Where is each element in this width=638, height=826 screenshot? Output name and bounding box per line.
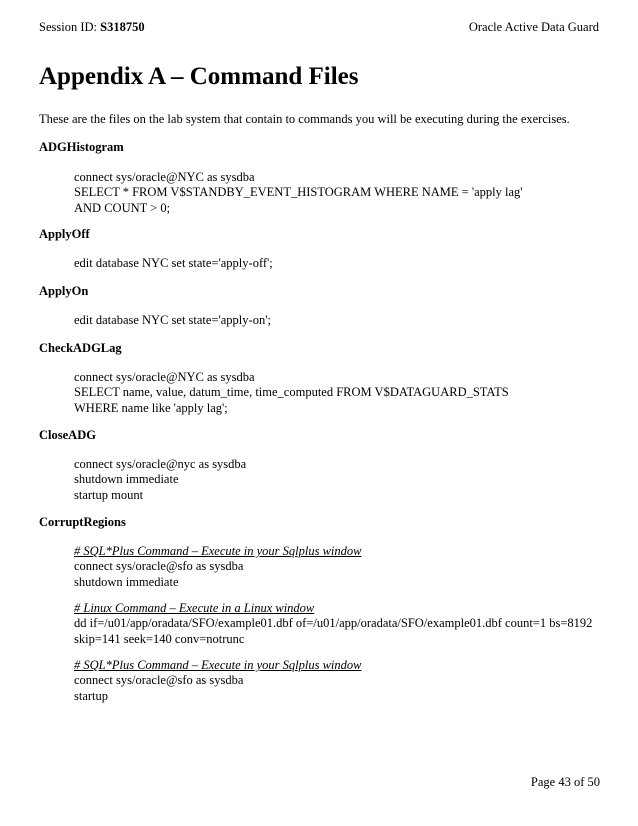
code-line: SELECT * FROM V$STANDBY_EVENT_HISTOGRAM WHERE NAME = 'apply lag' — [74, 185, 523, 200]
code-line: connect sys/oracle@NYC as sysdba — [74, 370, 255, 384]
code-block-corruptregions-sqlplus-1 — [74, 544, 362, 590]
product-name: Oracle Active Data Guard — [468, 20, 599, 34]
code-block-applyon — [74, 313, 271, 328]
code-block-checkadglag — [74, 370, 509, 416]
code-block-applyoff — [74, 256, 273, 271]
code-line: startup — [74, 688, 109, 703]
code-line: WHERE name like 'apply lag'; — [74, 400, 228, 415]
code-line: connect sys/oracle@NYC as sysdba — [74, 170, 255, 184]
intro-paragraph: These are the files on the lab system that contain to commands you will be executing during the exercises. — [39, 112, 570, 126]
code-line: connect sys/oracle@sfo as sysdba — [74, 559, 244, 574]
code-line: shutdown immediate — [74, 472, 179, 487]
code-line: edit database NYC set state='apply-on'; — [74, 313, 271, 327]
code-line: shutdown immediate — [74, 574, 179, 589]
code-line: AND COUNT > 0; — [74, 200, 171, 215]
section-heading-corruptregions: CorruptRegions — [39, 515, 126, 529]
code-block-adghistogram — [74, 170, 523, 216]
session-label: Session ID: — [39, 20, 101, 34]
code-line: SELECT name, value, datum_time, time_computed FROM V$DATAGUARD_STATS — [74, 385, 509, 400]
code-line: connect sys/oracle@nyc as sysdba — [74, 457, 247, 471]
code-block-corruptregions-linux — [74, 601, 592, 647]
code-line: startup mount — [74, 487, 144, 502]
page-header — [39, 20, 599, 35]
code-line: edit database NYC set state='apply-off'; — [74, 256, 273, 270]
code-comment: # SQL*Plus Command – Execute in your Sqlplus window — [74, 658, 362, 672]
code-block-corruptregions-sqlplus-2 — [74, 658, 362, 704]
code-block-closeadg — [74, 457, 246, 503]
code-line: connect sys/oracle@sfo as sysdba — [74, 673, 244, 688]
page-number: Page 43 of 50 — [530, 775, 600, 789]
section-heading-adghistogram: ADGHistogram — [39, 140, 124, 154]
code-line: dd if=/u01/app/oradata/SFO/example01.dbf of=/u01/app/oradata/SFO/example01.dbf count=1 bs=8192 — [74, 616, 593, 631]
section-heading-closeadg: CloseADG — [39, 428, 96, 442]
code-comment: # Linux Command – Execute in a Linux window — [74, 601, 315, 615]
session-id — [39, 20, 145, 35]
section-heading-applyoff: ApplyOff — [39, 227, 90, 241]
page-title: Appendix A – Command Files — [39, 63, 359, 90]
code-line: skip=141 seek=140 conv=notrunc — [74, 631, 245, 646]
section-heading-checkadglag: CheckADGLag — [39, 341, 122, 355]
session-id-value: S318750 — [100, 20, 145, 34]
code-comment: # SQL*Plus Command – Execute in your Sqlplus window — [74, 544, 362, 558]
section-heading-applyon: ApplyOn — [39, 284, 89, 298]
